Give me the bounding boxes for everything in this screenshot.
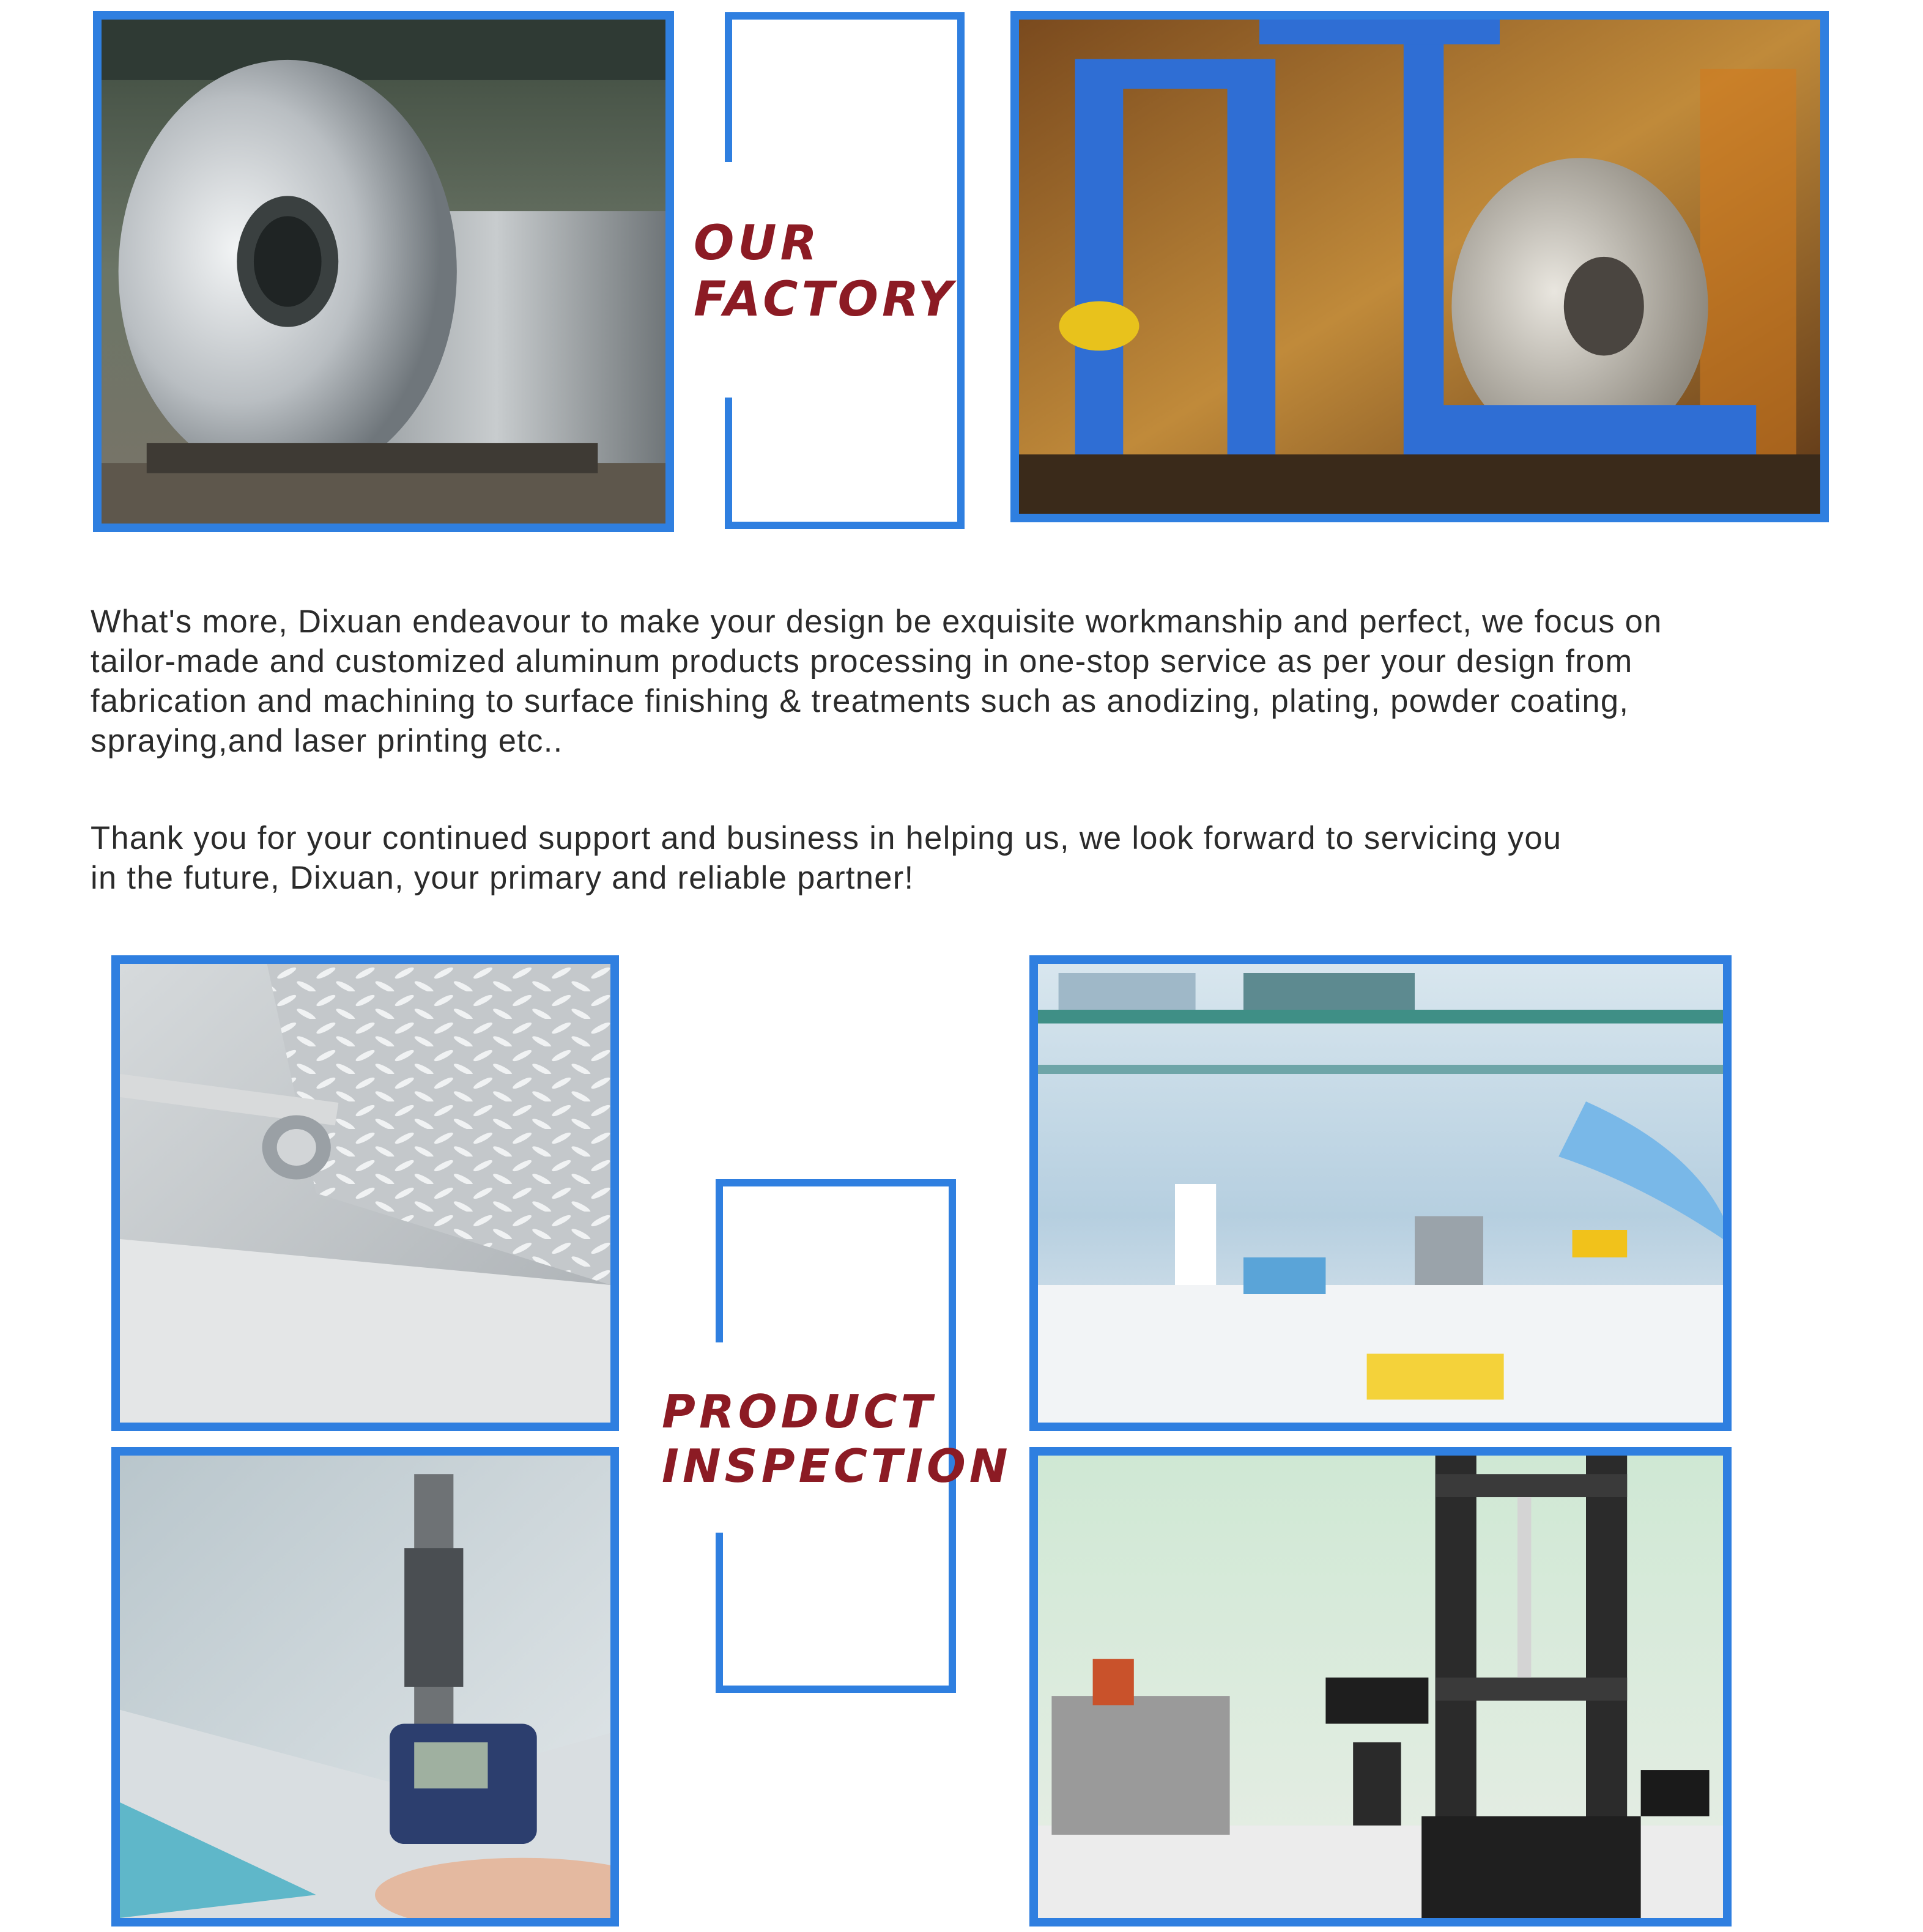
inspection-heading-line1: PRODUCT [662, 1385, 936, 1438]
factory-photo-aluminum-coil [93, 11, 674, 532]
inspection-heading [662, 1385, 1012, 1493]
inspection-photo-laboratory [1029, 955, 1732, 1431]
factory-heading-line1: OUR [694, 216, 821, 271]
factory-photo-production-line [1010, 11, 1829, 522]
factory-heading [694, 215, 956, 328]
inspection-photo-checker-plate [111, 955, 619, 1431]
intro-paragraph: What's more, Dixuan endeavour to make your design be exquisite workmanship and perfect, we focus on tailor-made and customized aluminum products processing in one-stop service as per your design from fabrication and machining to surface finishing & treatments such as anodizing, plating, powder coating, spraying,and laser printing etc.. [91, 604, 1662, 759]
inspection-heading-line2: INSPECTION [662, 1438, 1012, 1493]
inspection-photo-testing-machine [1029, 1447, 1732, 1926]
factory-heading-line2: FACTORY [694, 272, 957, 328]
inspection-photo-micrometer [111, 1447, 619, 1926]
thanks-paragraph: Thank you for your continued support and business in helping us, we look forward to servicing you in the future, Dixuan, your primary and reliable partner! [91, 820, 1562, 896]
